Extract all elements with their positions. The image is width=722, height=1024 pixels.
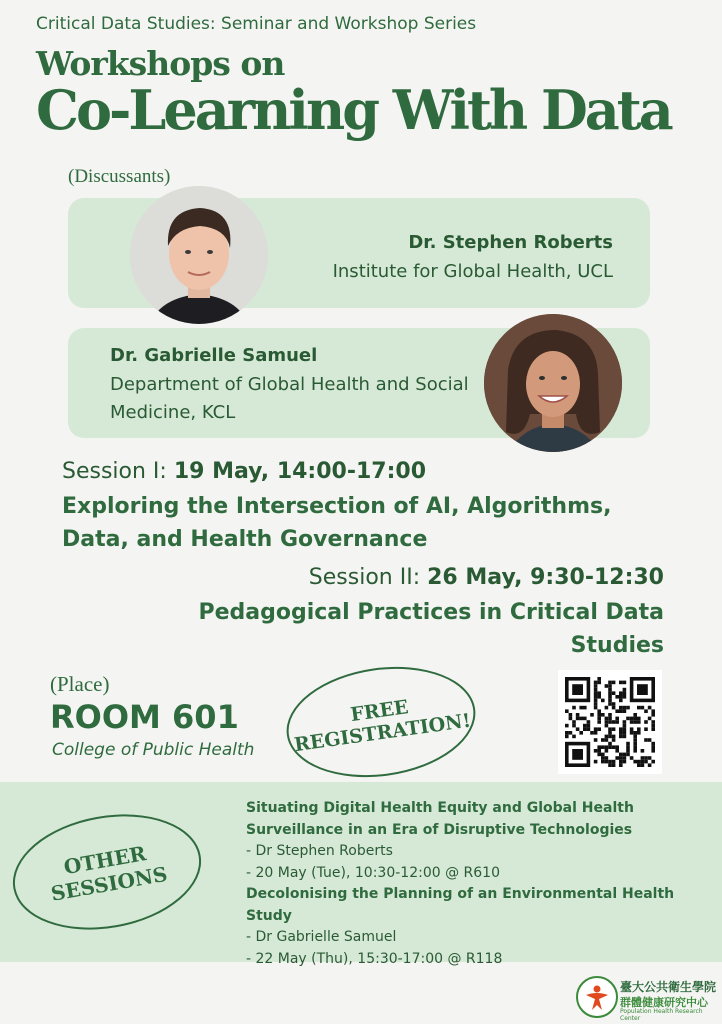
avatar-gabrielle-samuel <box>484 314 622 452</box>
series-title: Critical Data Studies: Seminar and Workshop Series <box>36 14 477 34</box>
org-logo-icon <box>576 976 618 1018</box>
free-registration-badge <box>279 655 482 788</box>
room-number: ROOM 601 <box>50 698 239 736</box>
other-session-1-time: - 20 May (Tue), 10:30-12:00 @ R610 <box>246 864 500 881</box>
session-2-title: Pedagogical Practices in Critical Data Studies <box>198 600 664 658</box>
other-session-1 <box>246 798 716 884</box>
center-name: 群體健康研究中心 <box>620 996 708 1009</box>
avatar-stephen-roberts <box>130 186 268 324</box>
discussant-2-name: Dr. Gabrielle Samuel <box>110 345 318 366</box>
main-title: Co-Learning With Data <box>36 78 671 142</box>
other-sessions-list <box>246 798 716 970</box>
center-name-english: Population Health Research Center <box>620 1008 703 1022</box>
other-session-2-speaker: - Dr Gabrielle Samuel <box>246 929 397 945</box>
session-2-time: 26 May, 9:30-12:30 <box>427 565 664 590</box>
free-registration-text: FREE REGISTRATION! <box>292 696 473 757</box>
other-session-1-speaker: - Dr Stephen Roberts <box>246 843 393 859</box>
other-session-2 <box>246 884 716 970</box>
other-session-2-title: Decolonising the Planning of an Environmental Health Study <box>246 886 675 924</box>
session-2-label: Session II: <box>308 565 428 590</box>
other-session-1-title: Situating Digital Health Equity and Global Health Surveillance in an Era of Disruptive Technologies <box>246 800 634 838</box>
place-label: (Place) <box>50 672 110 696</box>
discussant-1-name: Dr. Stephen Roberts <box>408 232 613 253</box>
session-1-time: 19 May, 14:00-17:00 <box>173 459 427 484</box>
other-sessions-label: OTHER SESSIONS <box>49 841 170 906</box>
session-2-schedule <box>309 565 664 590</box>
other-session-2-time: - 22 May (Thu), 15:30-17:00 @ R118 <box>246 950 503 967</box>
workshops-on-heading: Workshops on <box>36 44 285 83</box>
qr-code-graphic <box>558 670 662 774</box>
qr-code[interactable] <box>558 670 662 774</box>
discussant-1-affiliation: Institute for Global Health, UCL <box>332 261 613 282</box>
session-1-title: Exploring the Intersection of AI, Algorithms, Data, and Health Governance <box>62 494 612 552</box>
session-1-schedule <box>62 459 426 484</box>
session-1-label: Session I: <box>62 459 174 484</box>
org-name: 臺大公共衛生學院 <box>620 980 717 994</box>
discussant-2-affiliation: Department of Global Health and Social Medicine, KCL <box>110 374 469 423</box>
building-name: College of Public Health <box>52 740 255 760</box>
discussants-label: (Discussants) <box>68 166 171 187</box>
